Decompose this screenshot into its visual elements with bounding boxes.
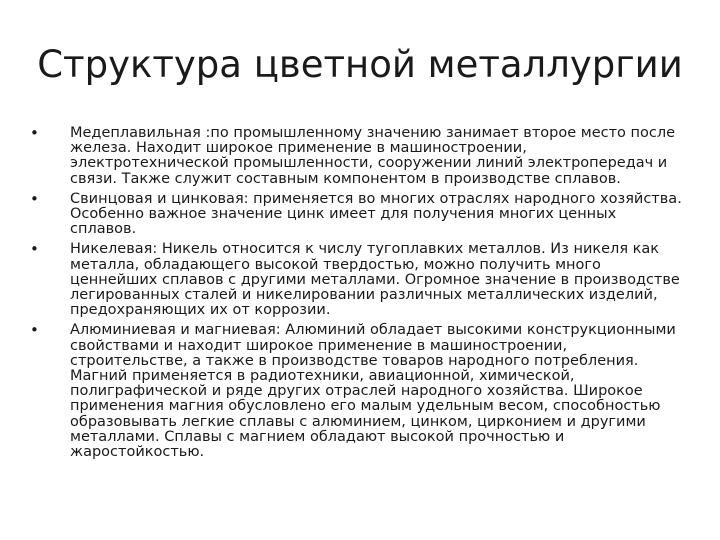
bullet-item-lead-zinc (30, 189, 682, 238)
bullet-marker: • (30, 124, 39, 142)
bullet-text-lead-zinc: Свинцовая и цинковая: применяется во многих отраслях народного хозяйства. Особенно важное значение цинк имеет для получения многих ценных сплавов. (70, 190, 682, 238)
bullet-item-nickel (30, 242, 682, 318)
bullet-list (30, 126, 682, 465)
bullet-text-nickel: Никелевая: Никель относится к числу тугоплавких металлов. Из никеля как металла, обладающего высокой твердостью, можно получить много ценнейших сплавов с другими металлами. Огромное значение в производстве легированных сталей и никелировании различных металлических изделий, предохраняющих их от коррозии. (70, 241, 680, 319)
bullet-item-aluminum-magnesium (30, 323, 682, 460)
bullet-marker: • (30, 321, 39, 340)
bullet-text-copper: Медеплавильная :по промышленному значению занимает второе место после железа. Находит широкое применение в машиностроении, электротехнической промышленности, сооружении линий электропередач и связи. Также служит составным компонентом в производстве сплавов. (70, 125, 676, 187)
bullet-marker: • (30, 189, 39, 208)
bullet-marker: • (30, 240, 39, 259)
bullet-item-copper (30, 126, 682, 187)
bullet-text-aluminum-magnesium: Алюминиевая и магниевая: Алюминий обладает высокими конструкционными свойствами и находит широкое применение в машиностроении, строительстве, а также в производстве товаров народного потребления. Магний применяется в радиотехники, авиационной, химической, полиграфической и ряде других отраслей народного хозяйства. Широкое применения магния обусловлено его малым удельным весом, способностью образовывать легкие сплавы с алюминием, цинком, цирконием и другими металлами. Сплавы с магнием обладают высокой прочностью и жаростойкостью. (70, 322, 676, 461)
slide-title: Структура цветной металлургии (37, 43, 683, 86)
